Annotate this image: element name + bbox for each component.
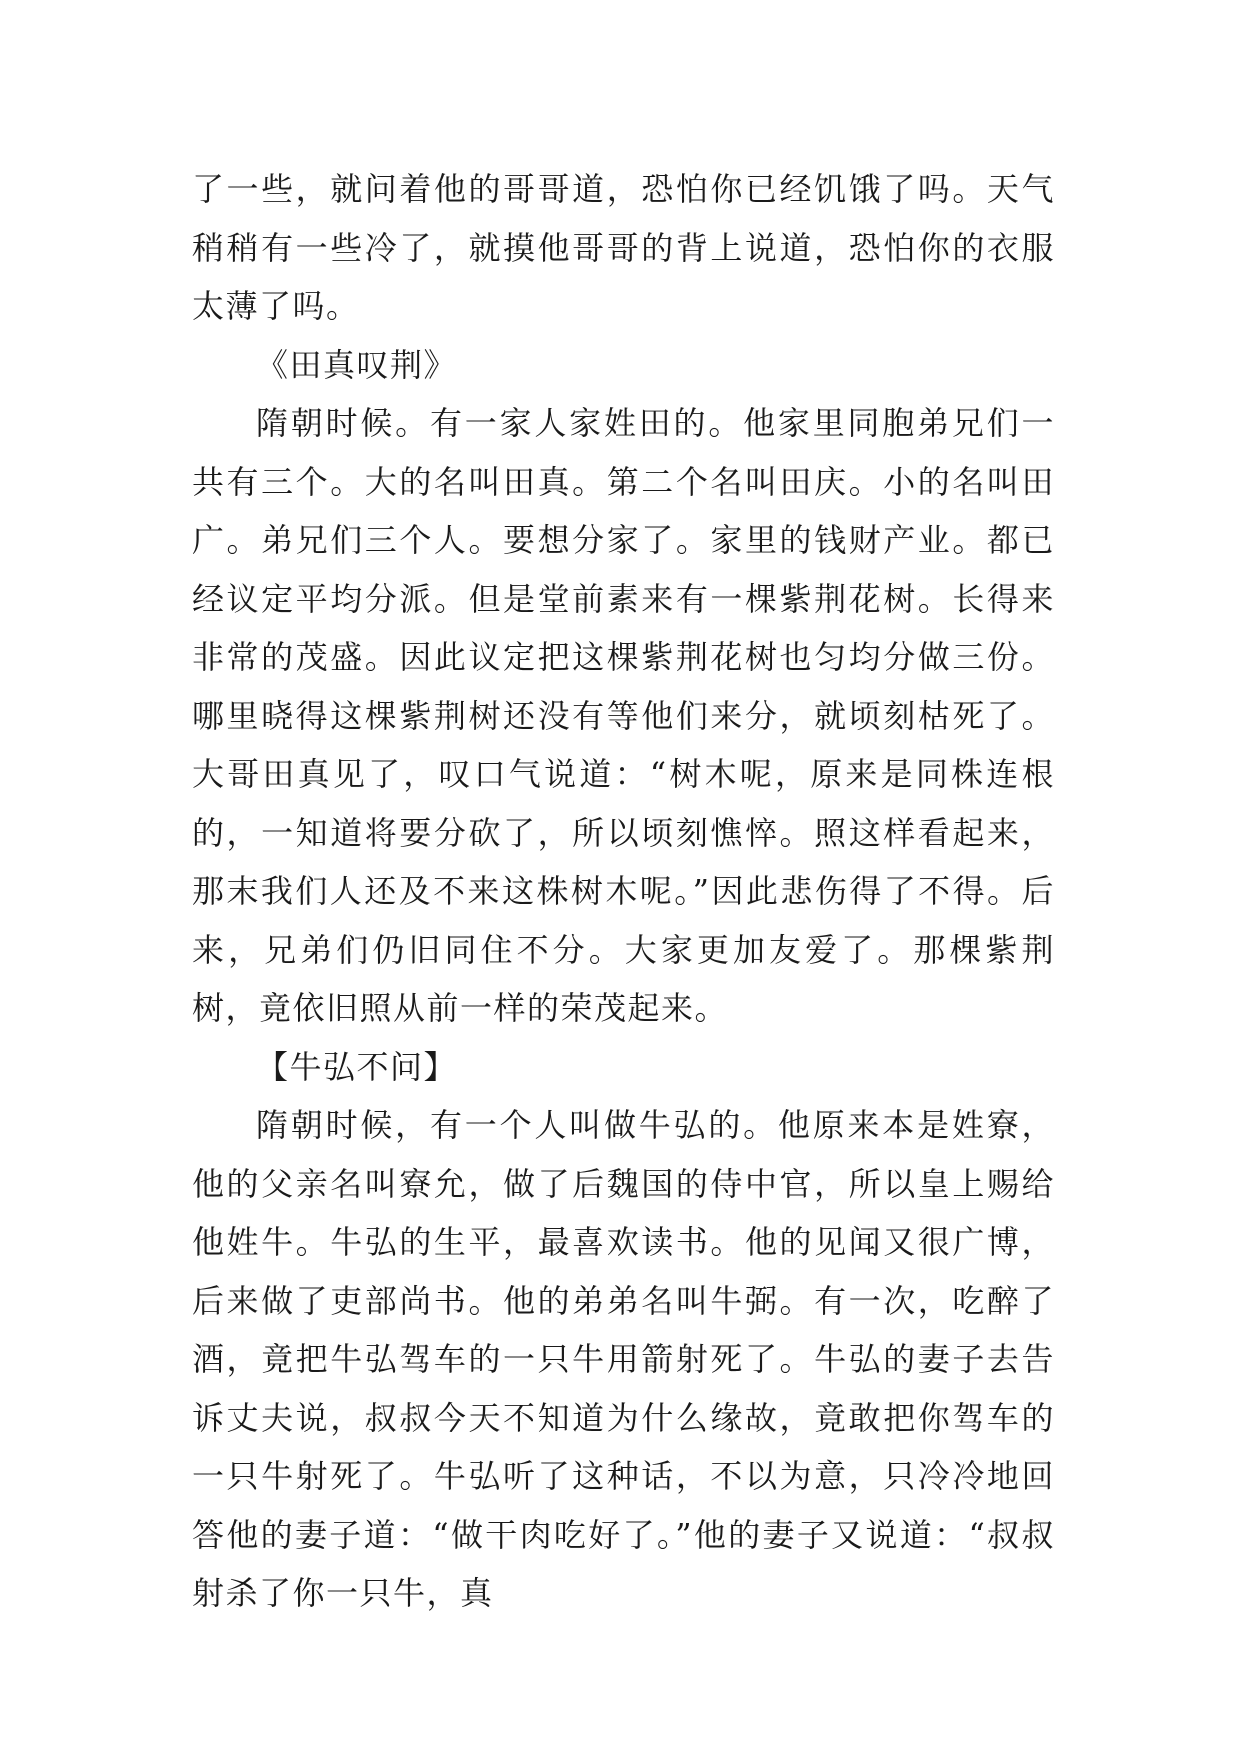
section-body-niuhong: 隋朝时候，有一个人叫做牛弘的。他原来本是姓寮，他的父亲名叫寮允，做了后魏国的侍中官，所以皇上赐给他姓牛。牛弘的生平，最喜欢读书。他的见闻又很广博，后来做了吏部尚书。他的弟弟名叫牛弼。有一次，吃醉了酒，竟把牛弘驾车的一只牛用箭射死了。牛弘的妻子去告诉丈夫说，叔叔今天不知道为什么缘故，竟敢把你驾车的一只牛射死了。牛弘听了这种话，不以为意，只冷冷地回答他的妻子道：“做干肉吃好了。”他的妻子又说道：“叔叔射杀了你一只牛，真 xyxy=(192,1106,1055,1612)
section-title-tianzhen: 《田真叹荆》 xyxy=(256,345,458,384)
continued-paragraph: 了一些，就问着他的哥哥道，恐怕你已经饥饿了吗。天气稍稍有一些冷了，就摸他哥哥的背上说道，恐怕你的衣服太薄了吗。 xyxy=(192,170,1055,325)
document-page xyxy=(192,160,1055,1623)
section-body-tianzhen: 隋朝时候。有一家人家姓田的。他家里同胞弟兄们一共有三个。大的名叫田真。第二个名叫田庆。小的名叫田广。弟兄们三个人。要想分家了。家里的钱财产业。都已经议定平均分派。但是堂前素来有一棵紫荆花树。长得来非常的茂盛。因此议定把这棵紫荆花树也匀均分做三份。哪里晓得这棵紫荆树还没有等他们来分，就顷刻枯死了。大哥田真见了，叹口气说道：“树木呢，原来是同株连根的，一知道将要分砍了，所以顷刻憔悴。照这样看起来，那末我们人还及不来这株树木呢。”因此悲伤得了不得。后来，兄弟们仍旧同住不分。大家更加友爱了。那棵紫荆树，竟依旧照从前一样的荣茂起来。 xyxy=(192,404,1055,1027)
section-title-niuhong: 【牛弘不问】 xyxy=(256,1047,458,1086)
